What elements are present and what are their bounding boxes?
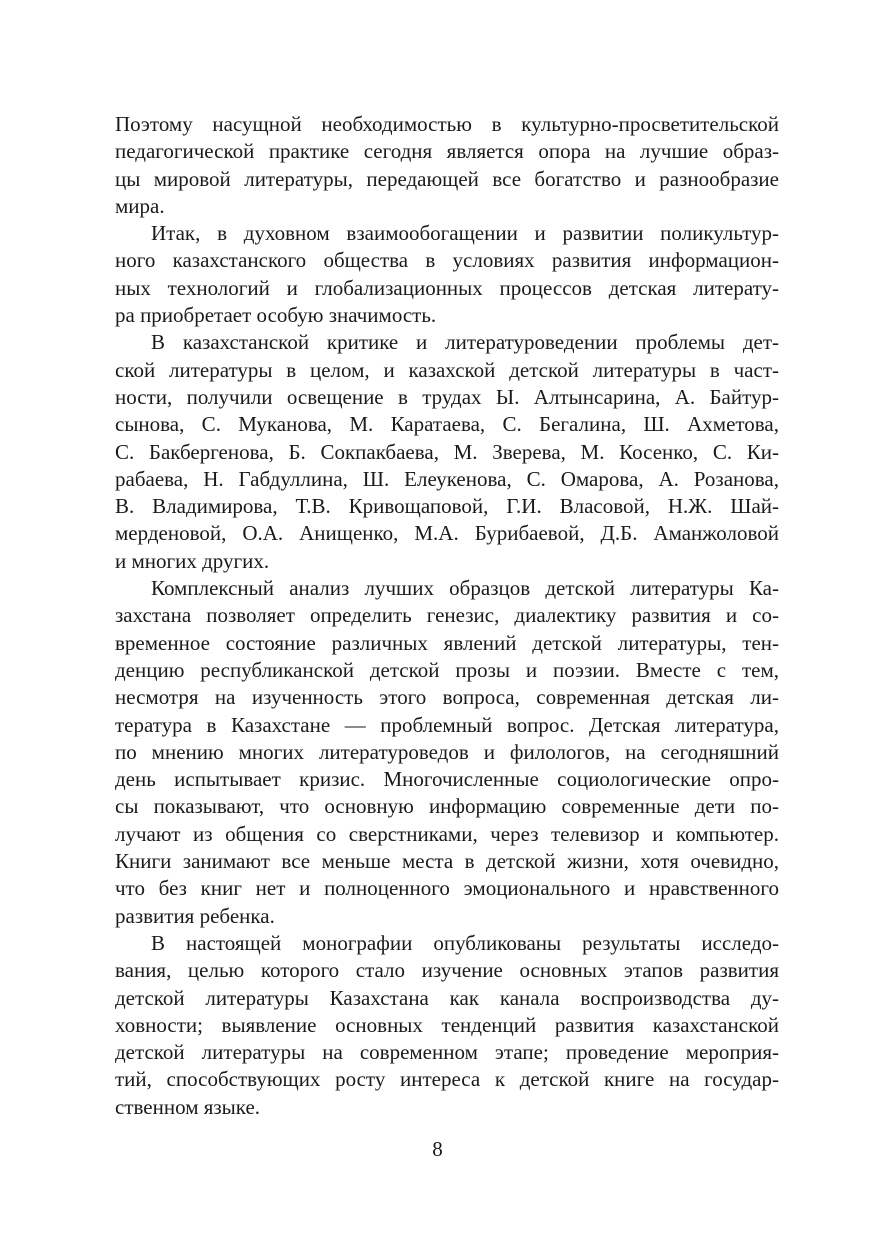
text-line: несмотря на изученность этого вопроса, современная детская ли-	[115, 685, 779, 710]
text-line: лучают из общения со сверстниками, через телевизор и компьютер.	[115, 821, 779, 846]
text-line: детской литературы на современном этапе; проведение мероприя-	[115, 1040, 779, 1065]
text-line: ховности; выявление основных тенденций развития казахстанской	[115, 1012, 779, 1037]
paragraph-3	[115, 329, 779, 575]
text-line: рабаева, Н. Габдуллина, Ш. Елеукенова, С. Омарова, А. Розанова,	[115, 466, 779, 491]
text-line: ра приобретает особую значимость.	[115, 303, 437, 328]
text-line: сы показывают, что основную информацию современные дети по-	[115, 794, 779, 819]
page-body	[115, 111, 779, 1121]
page-number: 8	[432, 1137, 443, 1161]
text-line: Комплексный анализ лучших образцов детской литературы Ка-	[151, 576, 779, 601]
text-line: Книги занимают все меньше места в детской жизни, хотя очевидно,	[115, 849, 779, 874]
text-line: тература в Казахстане — проблемный вопрос. Детская литература,	[115, 712, 779, 737]
text-line: В настоящей монографии опубликованы результаты исследо-	[151, 930, 779, 955]
text-line: ности, получили освещение в трудах Ы. Алтынсарина, А. Байтур-	[115, 384, 779, 409]
text-line: вания, целью которого стало изучение основных этапов развития	[115, 958, 779, 983]
text-line: захстана позволяет определить генезис, диалектику развития и со-	[115, 603, 779, 628]
paragraph-5	[115, 930, 779, 1121]
text-line: С. Бакбергенова, Б. Сокпакбаева, М. Зверева, М. Косенко, С. Ки-	[115, 439, 779, 464]
text-line: В казахстанской критике и литературоведении проблемы дет-	[151, 330, 779, 355]
text-line: мира.	[115, 193, 165, 218]
text-line: ного казахстанского общества в условиях развития информацион-	[115, 248, 779, 273]
text-line: что без книг нет и полноценного эмоционального и нравственного	[115, 876, 779, 901]
text-line: по мнению многих литературоведов и филологов, на сегодняшний	[115, 739, 779, 764]
text-line: Поэтому насущной необходимостью в культурно-просветительской	[115, 112, 779, 136]
text-line: тий, способствующих росту интереса к детской книге на государ-	[115, 1067, 779, 1092]
text-line: и многих других.	[115, 548, 270, 573]
text-line: сынова, С. Муканова, М. Каратаева, С. Бегалина, Ш. Ахметова,	[115, 412, 779, 437]
paragraph-1	[115, 111, 779, 220]
text-line: педагогической практике сегодня является опора на лучшие образ-	[115, 139, 779, 164]
text-line: ственном языке.	[115, 1094, 261, 1119]
paragraph-2	[115, 220, 779, 329]
text-line: день испытывает кризис. Многочисленные социологические опро-	[115, 767, 779, 792]
paragraph-4	[115, 575, 779, 930]
text-line: денцию республиканской детской прозы и поэзии. Вместе с тем,	[115, 657, 779, 682]
text-line: развития ребенка.	[115, 903, 275, 928]
text-line: цы мировой литературы, передающей все богатство и разнообразие	[115, 166, 779, 191]
text-line: ных технологий и глобализационных процессов детская литерату-	[115, 275, 779, 300]
text-line: мерденовой, О.А. Анищенко, М.А. Бурибаевой, Д.Б. Аманжоловой	[115, 521, 779, 546]
text-line: детской литературы Казахстана как канала воспроизводства ду-	[115, 985, 779, 1010]
text-line: ской литературы в целом, и казахской детской литературы в част-	[115, 357, 779, 382]
text-line: В. Владимирова, Т.В. Кривощаповой, Г.И. Власовой, Н.Ж. Шай-	[115, 494, 779, 519]
text-line: временное состояние различных явлений детской литературы, тен-	[115, 630, 779, 655]
text-line: Итак, в духовном взаимообогащении и развитии поликультур-	[151, 221, 779, 246]
